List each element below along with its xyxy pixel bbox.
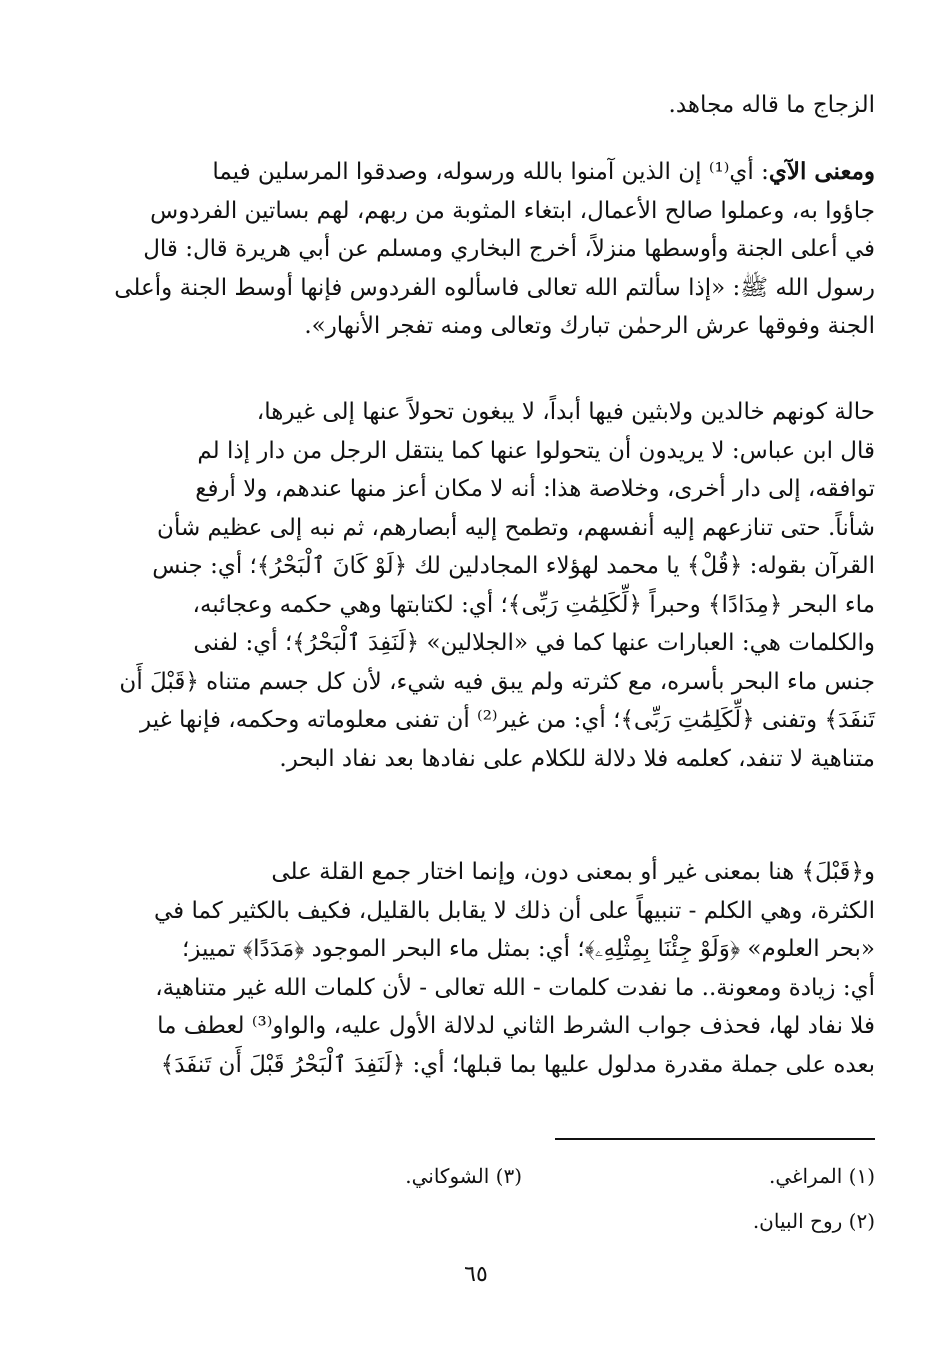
text-line: جاؤوا به، وعملوا صالح الأعمال، ابتغاء المثوبة من ربهم، لهم بساتين الفردوس <box>150 197 875 224</box>
text-line: توافقه، إلى دار أخرى، وخلاصة هذا: أنه لا مكان أعز منها عندهم، ولا أرفع <box>195 476 875 502</box>
paragraph-meaning <box>105 153 875 346</box>
text-line: في أعلى الجنة وأوسطها منزلاً، أخرج البخاري ومسلم عن أبي هريرة قال: قال <box>143 236 875 262</box>
text-line: و﴿قَبْلَ﴾ هنا بمعنى غير أو بمعنى دون، وإنما اختار جمع القلة على <box>271 859 875 885</box>
text-line: تَنفَدَ﴾ وتفنى ﴿لِّكَلِمَٰتِ رَبِّى﴾؛ أي: من غير⁽²⁾ أن تفنى معلوماته وحكمه، فإنها غير <box>140 707 875 733</box>
text-line: شأناً. حتى تنازعهم إليه أنفسهم، وتطمح إليه أبصارهم، ثم نبه إلى عظيم شأن <box>157 514 875 541</box>
text-line: حالة كونهم خالدين ولابثين فيها أبداً، لا يبغون تحولاً عنها إلى غيرها، <box>256 399 875 425</box>
text-line: والكلمات هي: العبارات عنها كما في «الجلالين» ﴿لَنَفِدَ ٱلْبَحْرُ﴾؛ أي: لفنى <box>193 630 875 656</box>
footnote-1: (١) المراغي. <box>768 1164 875 1188</box>
text-line: الكثرة، وهي الكلم - تنبيهاً على أن ذلك لا يقابل بالقليل، فكيف بالكثير كما في <box>154 897 875 924</box>
text-line <box>105 153 875 192</box>
footnote-2: (٢) روح البيان. <box>752 1209 875 1233</box>
footnote-3: (٣) الشوكاني. <box>405 1164 522 1188</box>
text-line: أي: زيادة ومعونة.. ما نفدت كلمات - الله تعالى - لأن كلمات الله غير متناهية، <box>155 974 875 1001</box>
text-line: قال ابن عباس: لا يريدون أن يتحولوا عنها كما ينتقل الرجل من دار إذا لم <box>197 437 875 464</box>
text-line: القرآن بقوله: ﴿قُلْ﴾ يا محمد لهؤلاء المجادلين لك ﴿لَوْ كَانَ ٱلْبَحْرُ﴾؛ أي: جنس <box>152 553 875 579</box>
footnote-separator <box>555 1138 875 1140</box>
section-lead: ومعنى الآي <box>768 158 875 185</box>
paragraph-explanation <box>105 393 875 778</box>
page-number: ٦٥ <box>464 1262 488 1287</box>
text-line: الزجاج ما قاله مجاهد. <box>668 92 875 118</box>
text-line: رسول الله ﷺ: «إذا سألتم الله تعالى فاسألوه الفردوس فإنها أوسط الجنة وأعلى <box>114 274 875 301</box>
text-line: الجنة وفوقها عرش الرحمٰن تبارك وتعالى ومنه تفجر الأنهار». <box>304 313 875 339</box>
text-line: فلا نفاد لها، فحذف جواب الشرط الثاني لدلالة الأول عليه، والواو⁽³⁾ لعطف ما <box>157 1013 875 1039</box>
text-line: جنس ماء البحر بأسره، مع كثرته ولم يبق فيه شيء، لأن كل جسم متناه ﴿قَبْلَ أَن <box>119 668 875 695</box>
text-line: ماء البحر ﴿مِدَادًا﴾ وحبراً ﴿لِّكَلِمَٰتِ رَبِّى﴾؛ أي: لكتابتها وهي حكمه وعجائبه، <box>192 591 875 618</box>
paragraph-continuation <box>105 86 875 125</box>
lead-line-rest: : أي⁽¹⁾ إن الذين آمنوا بالله ورسوله، وصدقوا المرسلين فيما <box>212 159 769 185</box>
text-line: متناهية لا تنفد، كعلمه فلا دلالة للكلام على نفادها بعد نفاد البحر. <box>279 745 875 772</box>
paragraph-grammar <box>105 853 875 1084</box>
text-line: بعده على جملة مقدرة مدلول عليها بما قبلها؛ أي: ﴿لَنَفِدَ ٱلْبَحْرُ قَبْلَ أَن تَنفَدَ﴾ <box>160 1051 875 1078</box>
text-line: «بحر العلوم» ﴿وَلَوْ جِئْنَا بِمِثْلِهِۦ﴾؛ أي: بمثل ماء البحر الموجود ﴿مَدَدًا﴾ تمييز؛ <box>182 936 875 962</box>
